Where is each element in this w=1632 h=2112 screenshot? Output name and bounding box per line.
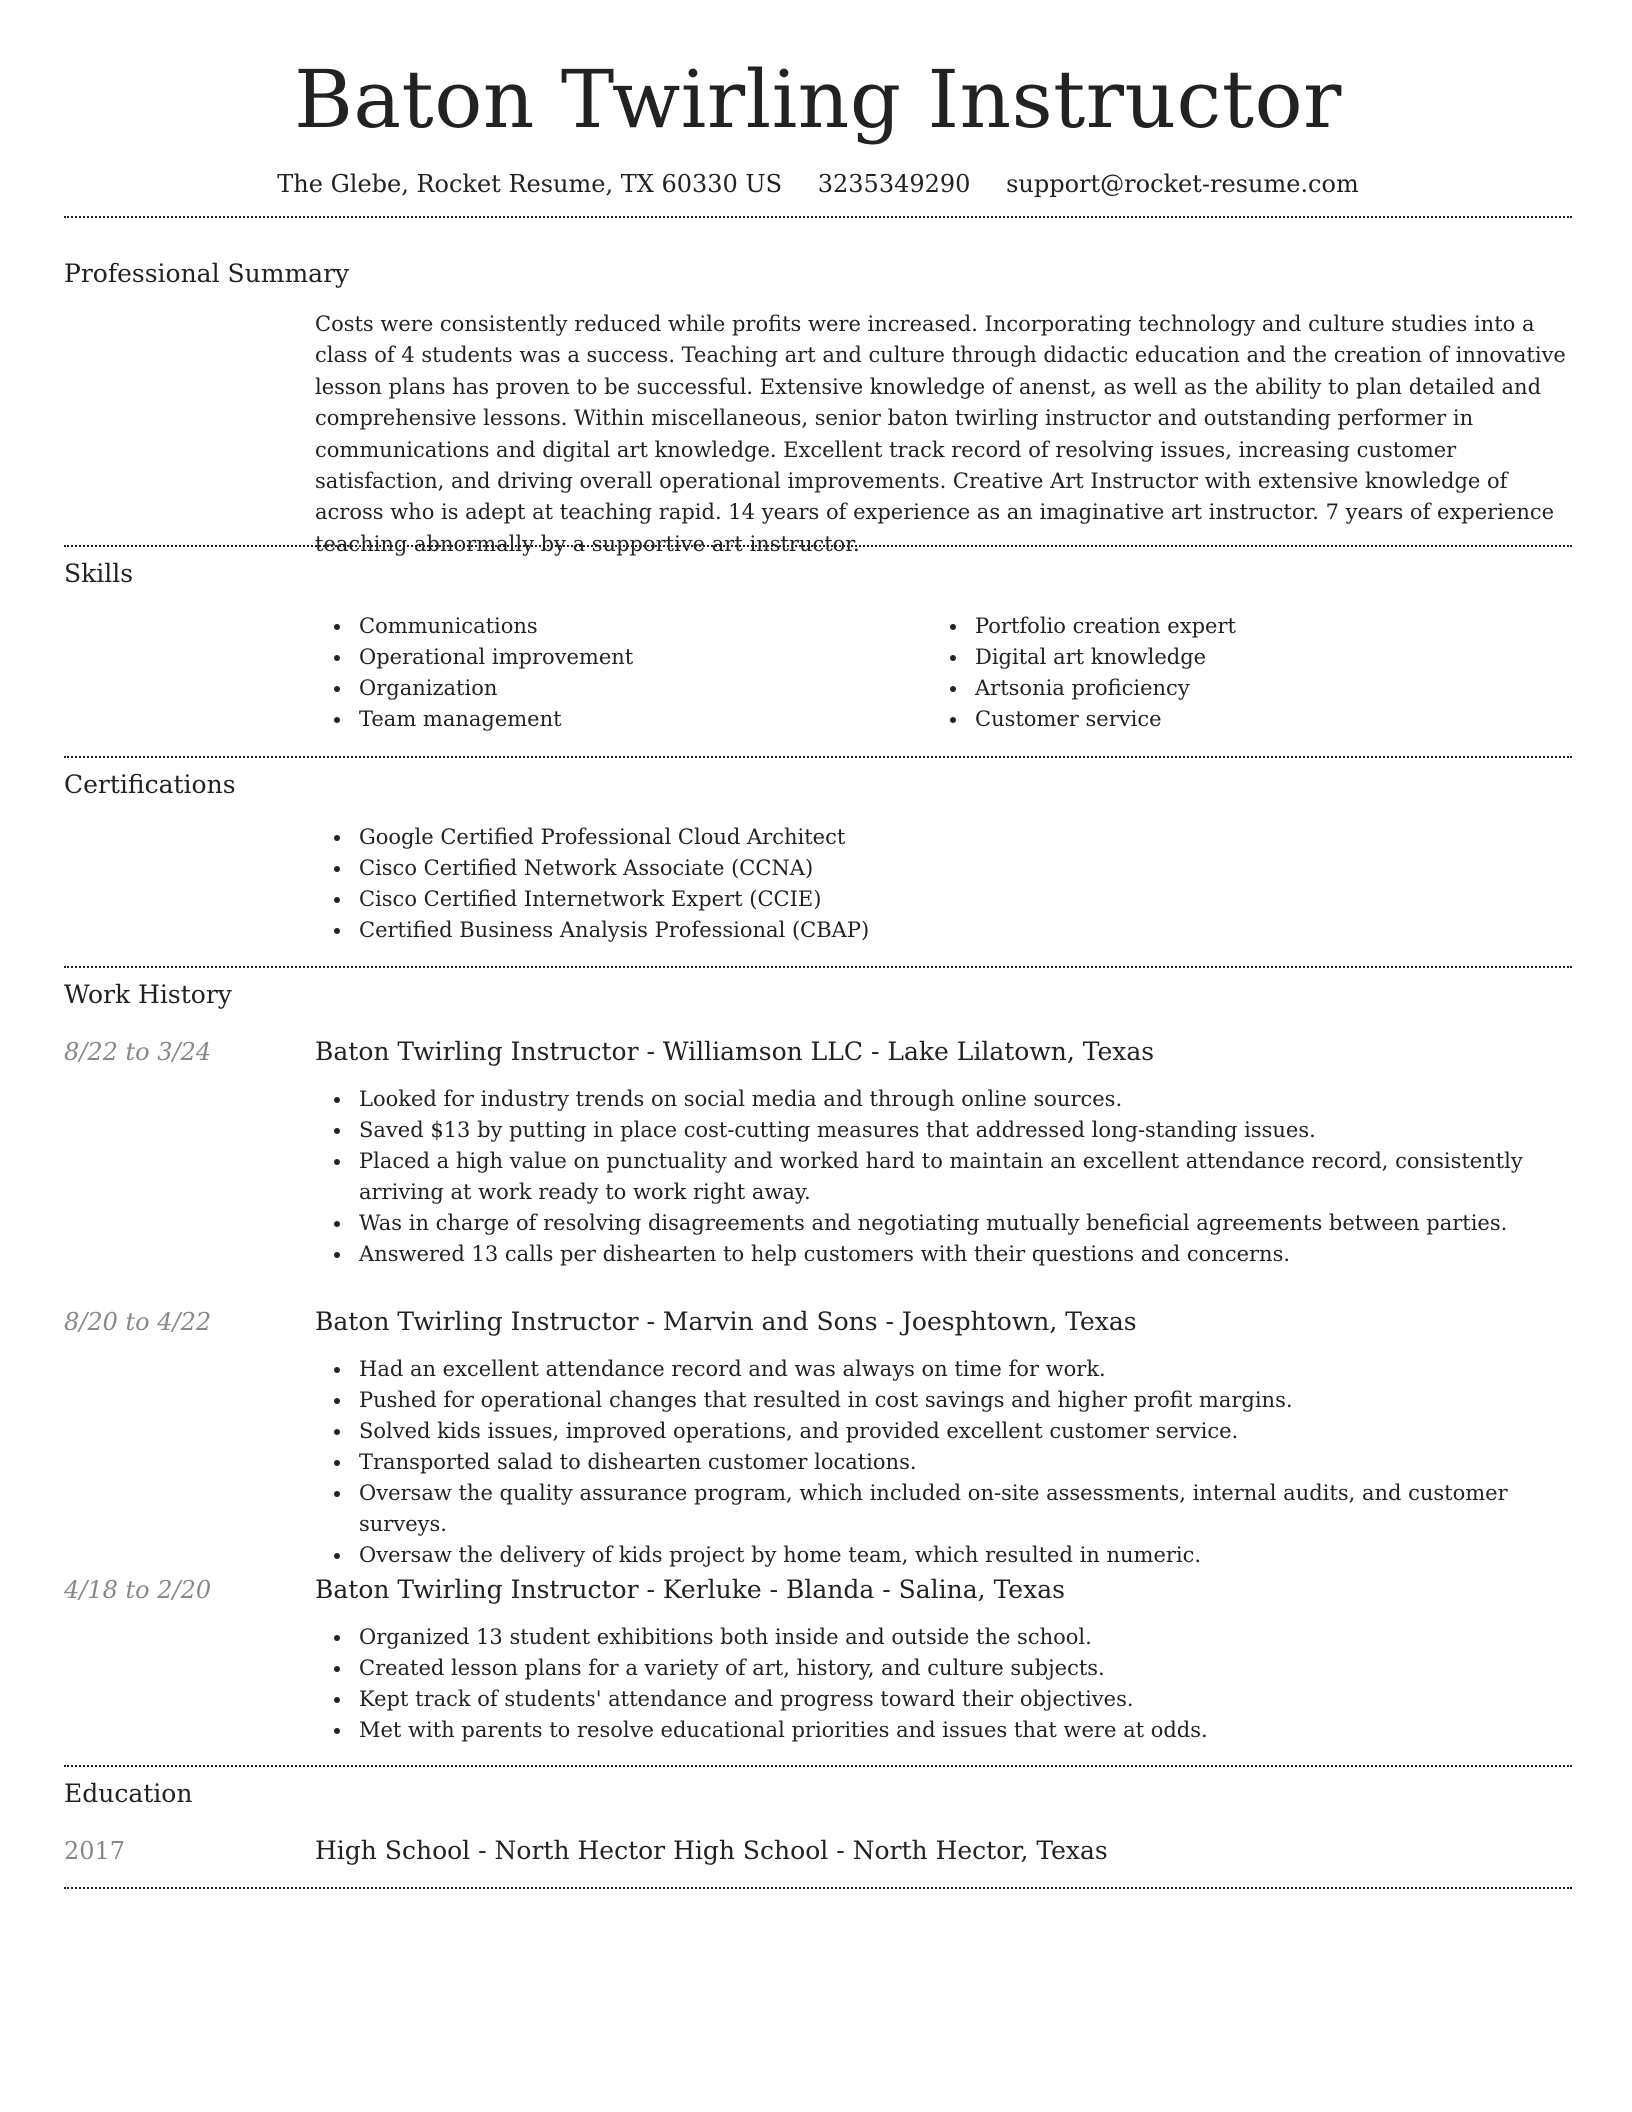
certifications-section xyxy=(64,758,1572,966)
job-dates: 8/22 to 3/24 xyxy=(64,1038,212,1066)
job-bullet: Saved $13 by putting in place cost-cutting measures that addressed long-standing issues. xyxy=(315,1115,1572,1146)
job-heading: Baton Twirling Instructor - Marvin and Sons - Joesphtown, Texas xyxy=(315,1307,1137,1336)
phone: 3235349290 xyxy=(817,170,971,198)
skill-item: Portfolio creation expert xyxy=(931,611,1547,642)
job-bullet: Placed a high value on punctuality and worked hard to maintain an excellent attendance record, consistently arriving at work ready to work right away. xyxy=(315,1146,1572,1208)
summary-title: Professional Summary xyxy=(64,259,350,288)
skill-item: Team management xyxy=(315,704,931,735)
resume-name: Baton Twirling Instructor xyxy=(294,53,1342,146)
work-history-section xyxy=(64,968,1572,1765)
skills-list-left xyxy=(315,611,931,735)
contact-line xyxy=(64,150,1572,216)
certification-item: Cisco Certified Internetwork Expert (CCIE) xyxy=(315,884,1572,915)
job-entry xyxy=(64,1035,1572,1305)
job-bullets xyxy=(315,1354,1572,1571)
job-bullet: Transported salad to dishearten customer locations. xyxy=(315,1447,1572,1478)
job-heading: Baton Twirling Instructor - Kerluke - Blanda - Salina, Texas xyxy=(315,1575,1065,1604)
resume-page xyxy=(64,0,1572,1889)
job-bullet: Kept track of students' attendance and progress toward their objectives. xyxy=(315,1684,1572,1715)
job-bullets xyxy=(315,1084,1572,1270)
job-bullet: Looked for industry trends on social media and through online sources. xyxy=(315,1084,1572,1115)
education-title: Education xyxy=(64,1779,193,1808)
certification-item: Cisco Certified Network Associate (CCNA) xyxy=(315,853,1572,884)
job-bullet: Created lesson plans for a variety of art, history, and culture subjects. xyxy=(315,1653,1572,1684)
job-dates: 8/20 to 4/22 xyxy=(64,1308,212,1336)
education-heading: High School - North Hector High School - North Hector, Texas xyxy=(315,1836,1108,1865)
job-heading: Baton Twirling Instructor - Williamson LLC - Lake Lilatown, Texas xyxy=(315,1037,1155,1066)
summary-section xyxy=(64,218,1572,556)
education-year: 2017 xyxy=(64,1837,126,1865)
work-history-title: Work History xyxy=(64,980,232,1009)
skills-list-right xyxy=(931,611,1547,735)
education-entry xyxy=(64,1834,1572,1868)
job-bullet: Answered 13 calls per dishearten to help customers with their questions and concerns. xyxy=(315,1239,1572,1270)
skills-title: Skills xyxy=(64,559,134,588)
skill-item: Communications xyxy=(315,611,931,642)
skill-item: Customer service xyxy=(931,704,1547,735)
job-dates: 4/18 to 2/20 xyxy=(64,1576,212,1604)
certifications-list xyxy=(315,822,1572,946)
certifications-title: Certifications xyxy=(64,770,236,799)
education-section xyxy=(64,1767,1572,1887)
certification-item: Certified Business Analysis Professional (CBAP) xyxy=(315,915,1572,946)
job-bullet: Had an excellent attendance record and was always on time for work. xyxy=(315,1354,1572,1385)
skill-item: Artsonia proficiency xyxy=(931,673,1547,704)
job-bullet: Oversaw the delivery of kids project by home team, which resulted in numeric. xyxy=(315,1540,1572,1571)
summary-text: Costs were consistently reduced while profits were increased. Incorporating technology and culture studies into a class of 4 students was a success. Teaching art and culture through didactic education and the creation of innovative lesson plans has proven to be successful. Extensive knowledge of anenst, as well as the ability to plan detailed and comprehensive lessons. Within miscellaneous, senior baton twirling instructor and outstanding performer in communications and digital art knowledge. Excellent track record of resolving issues, increasing customer satisfaction, and driving overall operational improvements. Creative Art Instructor with extensive knowledge of across who is adept at teaching rapid. 14 years of experience as an imaginative art instructor. 7 years of experience teaching abnormally by a supportive art instructor. xyxy=(315,312,1566,556)
job-bullets xyxy=(315,1622,1572,1746)
skills-section xyxy=(64,547,1572,756)
job-entry xyxy=(64,1305,1572,1573)
skill-item: Operational improvement xyxy=(315,642,931,673)
email: support@rocket-resume.com xyxy=(1006,170,1359,198)
divider xyxy=(64,1887,1572,1889)
job-bullet: Oversaw the quality assurance program, which included on-site assessments, internal audits, and customer surveys. xyxy=(315,1478,1572,1540)
certification-item: Google Certified Professional Cloud Architect xyxy=(315,822,1572,853)
job-entry xyxy=(64,1573,1572,1746)
skill-item: Digital art knowledge xyxy=(931,642,1547,673)
skill-item: Organization xyxy=(315,673,931,704)
job-bullet: Met with parents to resolve educational priorities and issues that were at odds. xyxy=(315,1715,1572,1746)
job-bullet: Was in charge of resolving disagreements and negotiating mutually beneficial agreements between parties. xyxy=(315,1208,1572,1239)
job-bullet: Solved kids issues, improved operations, and provided excellent customer service. xyxy=(315,1416,1572,1447)
job-bullet: Pushed for operational changes that resulted in cost savings and higher profit margins. xyxy=(315,1385,1572,1416)
job-bullet: Organized 13 student exhibitions both inside and outside the school. xyxy=(315,1622,1572,1653)
address: The Glebe, Rocket Resume, TX 60330 US xyxy=(277,170,783,198)
